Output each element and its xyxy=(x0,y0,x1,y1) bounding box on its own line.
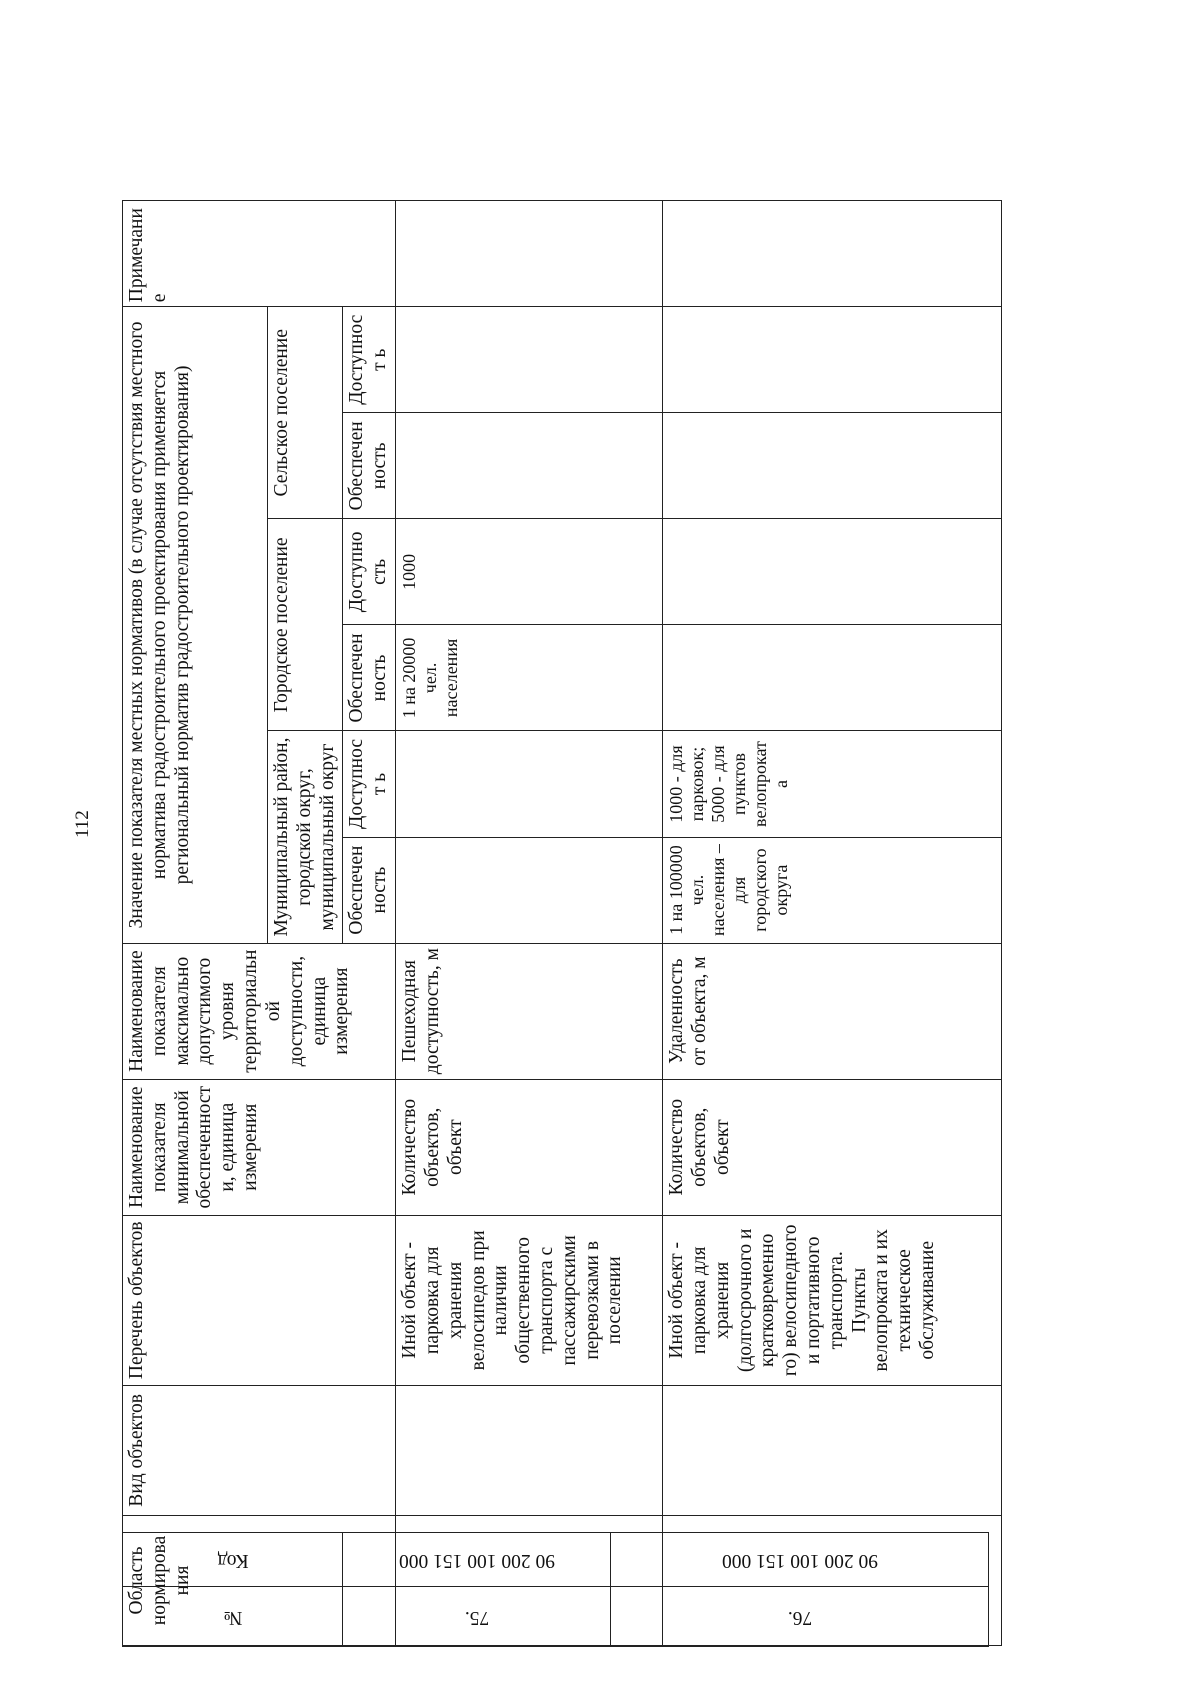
header-max-indicator: Наименование показателя максимально допустимого уровня территориальной доступности, единица измерения xyxy=(123,943,396,1079)
cell-note xyxy=(663,201,1002,307)
cell-note xyxy=(396,201,663,307)
cell-municipal-provision xyxy=(396,837,663,943)
header-rural: Сельское поселение xyxy=(268,307,343,519)
header-urban-provision: Обеспечен ность xyxy=(343,625,396,731)
normatives-table xyxy=(122,70,1002,1646)
page-number: 112 xyxy=(72,810,93,838)
cell-municipal-access xyxy=(396,731,663,837)
header-rural-provision: Обеспечен ность xyxy=(343,413,396,519)
cell-rural-provision xyxy=(396,413,663,519)
cell-list: Иной объект - парковка для хранения велосипедов при наличии общественного транспорта с пассажирскими перевозками в поселении xyxy=(396,1215,663,1385)
cell-rural-access xyxy=(396,307,663,413)
cell-max-indicator: Пешеходная доступность, м xyxy=(396,943,663,1079)
header-note: Примечание xyxy=(123,201,396,307)
table-row xyxy=(663,71,1002,1646)
header-row-top xyxy=(123,71,268,1646)
header-num: № xyxy=(123,1587,343,1647)
rotated-table-container xyxy=(122,70,988,1646)
cell-urban-provision: 1 на 20000 чел. населения xyxy=(396,625,663,731)
header-min-indicator: Наименование показателя минимальной обеспеченности, единица измерения xyxy=(123,1079,396,1215)
number-code-strip xyxy=(122,1532,989,1647)
row-76-num: 76. xyxy=(611,1587,989,1647)
header-municipal-access: Доступност ь xyxy=(343,731,396,837)
row-76-code: 90 200 100 151 000 xyxy=(611,1533,989,1587)
cell-municipal-provision: 1 на 100000 чел. населения – для городского округа xyxy=(663,837,1002,943)
cell-list: Иной объект - парковка для хранения (долгосрочного и кратковременно го) велосипедного и портативного транспорта. Пункты велопроката и их техническое обслуживание xyxy=(663,1215,1002,1385)
cell-kind xyxy=(663,1385,1002,1515)
header-rural-access: Доступност ь xyxy=(343,307,396,413)
cell-municipal-access: 1000 - для парковок; 5000 - для пунктов велопрокат а xyxy=(663,731,1002,837)
cell-urban-access: 1000 xyxy=(396,519,663,625)
header-municipal: Муниципальный район, городской округ, муниципальный округ xyxy=(268,731,343,943)
cell-min-indicator: Количество объектов, объект xyxy=(663,1079,1002,1215)
cell-rural-provision xyxy=(663,413,1002,519)
header-code: Код xyxy=(123,1533,343,1587)
cell-max-indicator: Удаленность от объекта, м xyxy=(663,943,1002,1079)
header-values-group: Значение показателя местных нормативов (в случае отсутствия местного норматива градостроительного проектирования применяется региональный норматив градостроительного проектирования) xyxy=(123,307,268,943)
cell-kind xyxy=(396,1385,663,1515)
header-kind: Вид объектов xyxy=(123,1385,396,1515)
cell-min-indicator: Количество объектов, объект xyxy=(396,1079,663,1215)
cell-urban-access xyxy=(663,519,1002,625)
header-area: Область нормирова ния xyxy=(123,1515,396,1645)
cell-urban-provision xyxy=(663,625,1002,731)
header-municipal-provision: Обеспечен ность xyxy=(343,837,396,943)
cell-rural-access xyxy=(663,307,1002,413)
header-urban: Городское поселение xyxy=(268,519,343,731)
row-75-code: 90 200 100 151 000 xyxy=(343,1533,611,1587)
header-list: Перечень объектов xyxy=(123,1215,396,1385)
header-urban-access: Доступно сть xyxy=(343,519,396,625)
table-row xyxy=(396,71,663,1646)
row-75-num: 75. xyxy=(343,1587,611,1647)
